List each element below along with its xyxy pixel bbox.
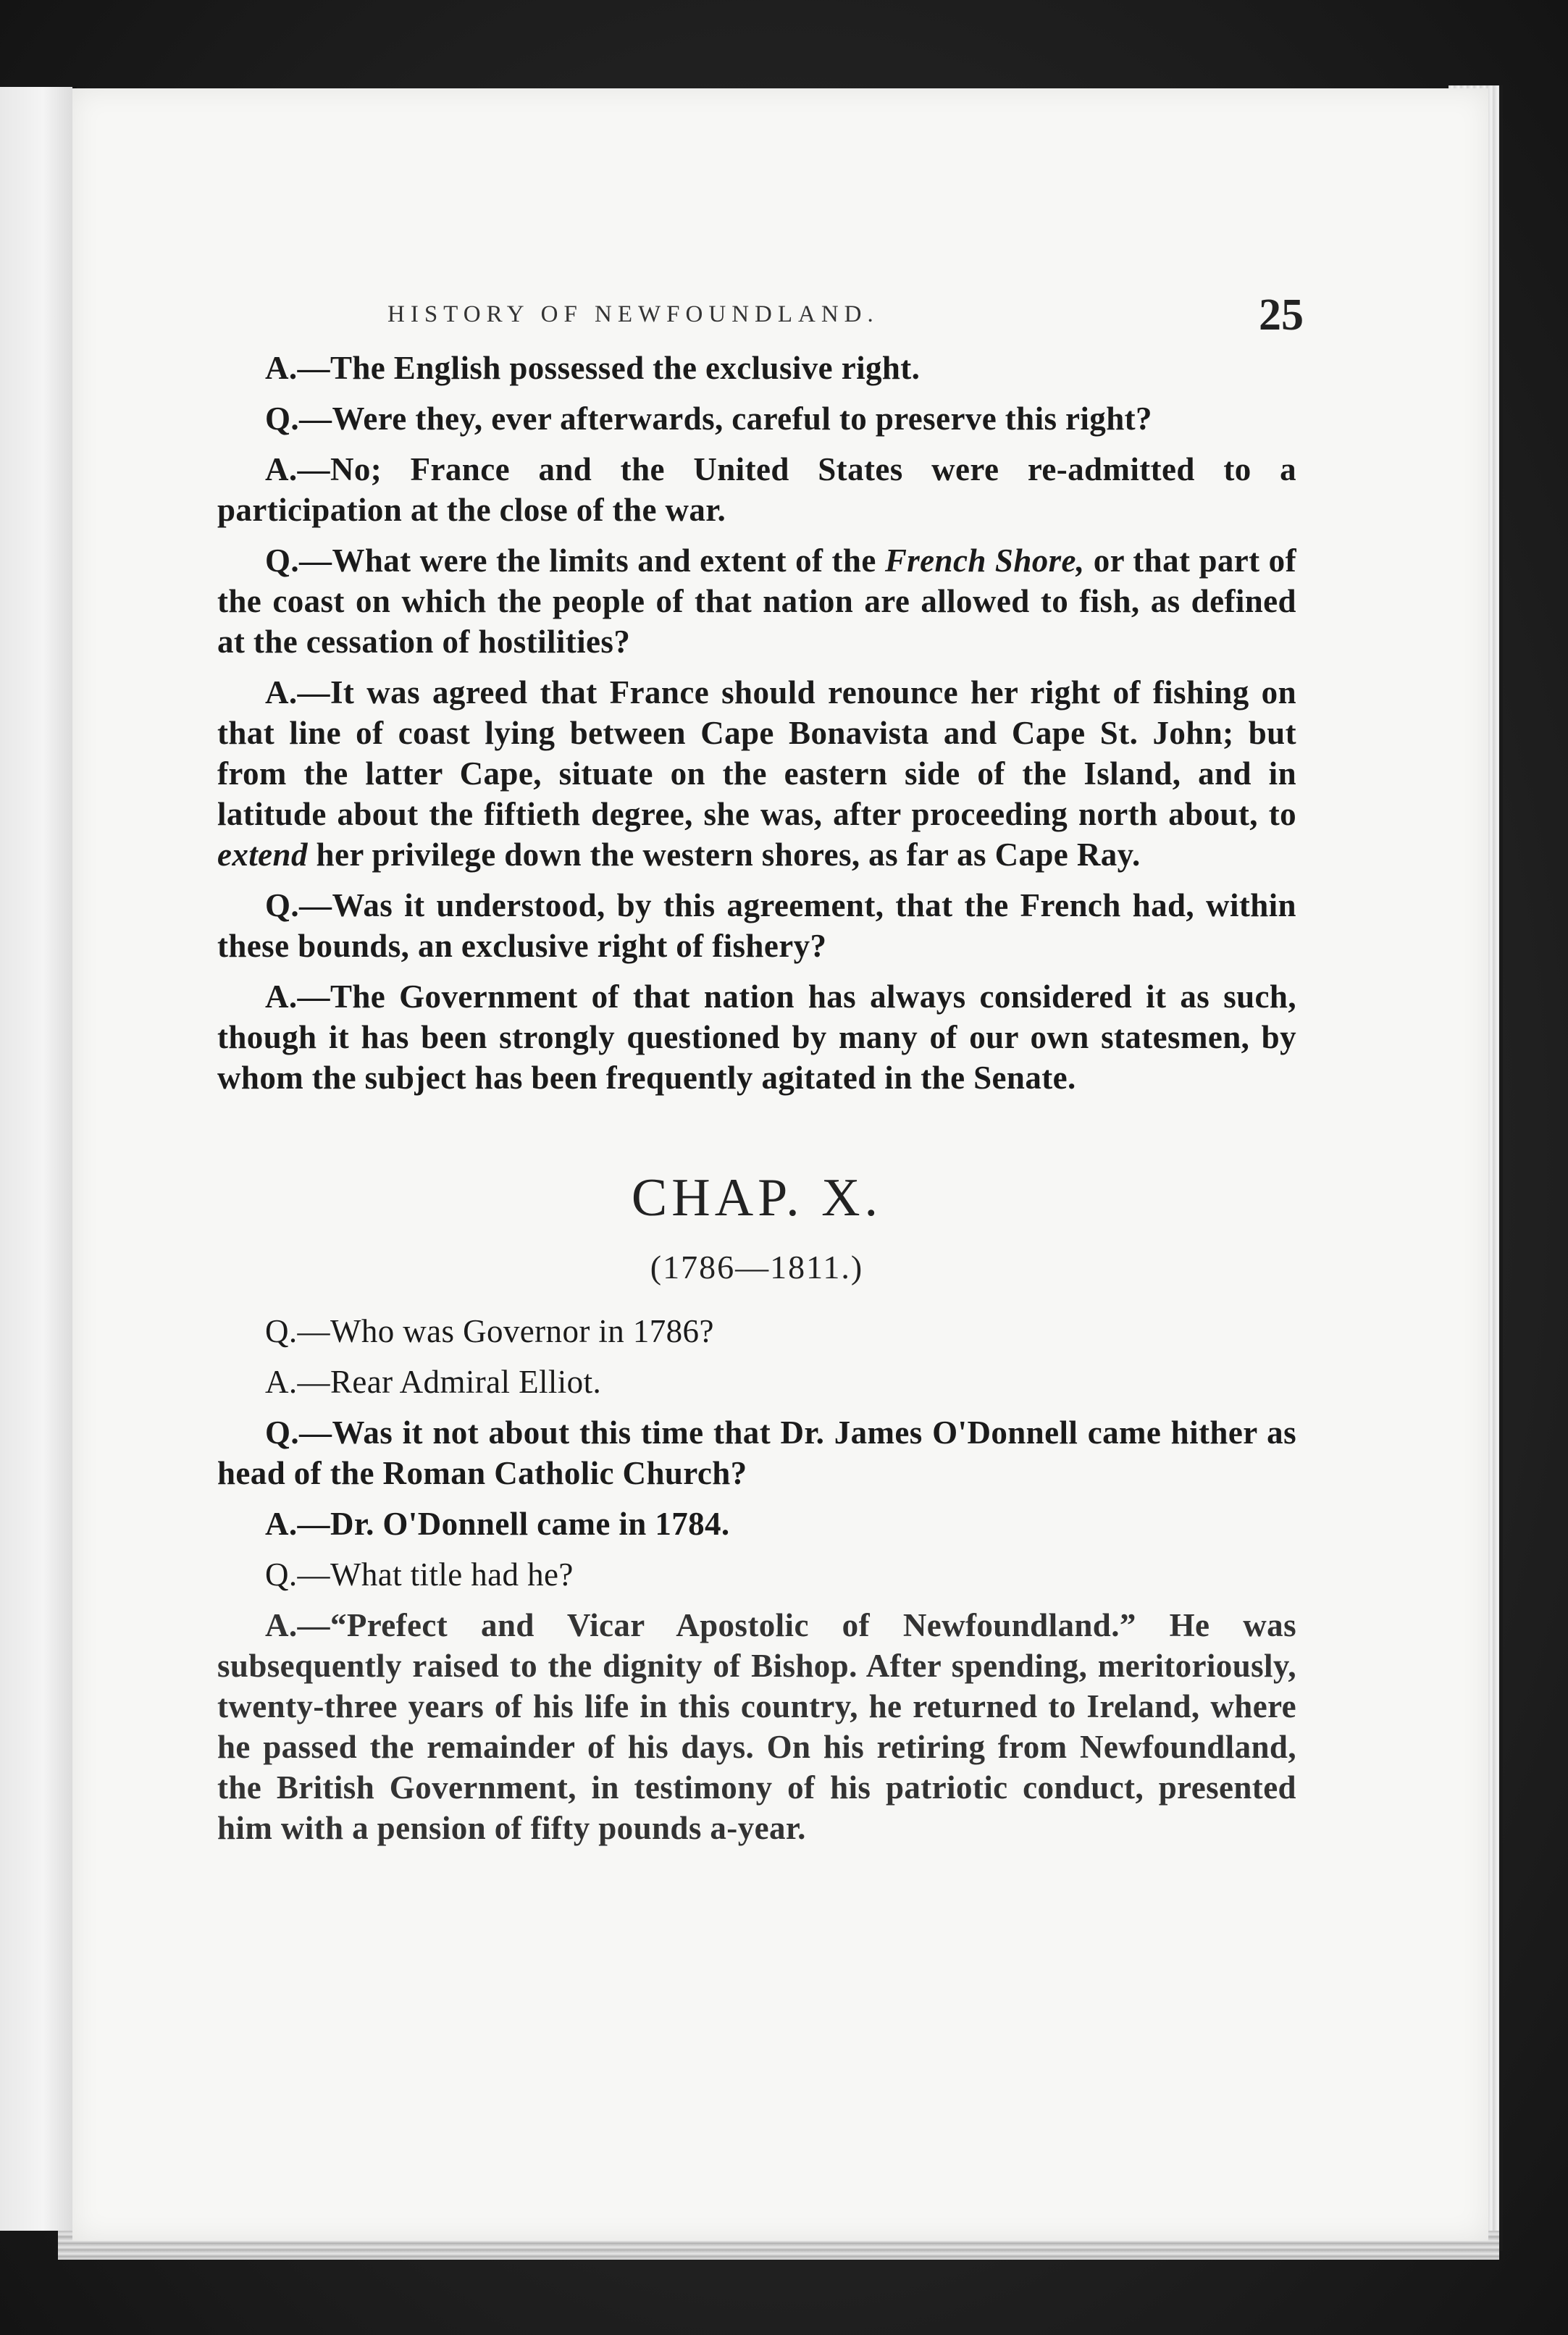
facing-page-edge bbox=[0, 87, 77, 2231]
paragraph-question: Q.—Were they, ever afterwards, careful to preserve this right? bbox=[265, 401, 1152, 437]
paragraph-question: Q.—Was it understood, by this agreement, that the French had, within these bounds, an exclusive right of fishery? bbox=[217, 887, 1296, 964]
paragraph-answer bbox=[217, 672, 1296, 875]
italic-term: extend bbox=[217, 837, 308, 873]
italic-term: French Shore, bbox=[884, 542, 1085, 579]
chapter-title: CHAP. X. bbox=[631, 1168, 883, 1228]
paragraph-text: Q.—What were the limits and extent of the bbox=[265, 542, 885, 579]
chapter-years: (1786—1811.) bbox=[650, 1249, 864, 1286]
paragraph-answer: A.—The English possessed the exclusive right. bbox=[265, 350, 921, 386]
paragraph-answer: A.—Rear Admiral Elliot. bbox=[265, 1364, 602, 1400]
page-content bbox=[217, 290, 1304, 1858]
paragraph-answer: A.—Dr. O'Donnell came in 1784. bbox=[265, 1506, 730, 1542]
paragraph-answer: A.—“Prefect and Vicar Apostolic of Newfoundland.” He was subsequently raised to the dignity of Bishop. After spending, meritoriously, twenty-three years of his life in this country, he returned to Ireland, where he passed the remainder of his days. On his retiring from Newfoundland, the British Government, in testimony of his patriotic conduct, presented him with a pension of fifty pounds a-year. bbox=[217, 1607, 1296, 1846]
paragraph-question: Q.—What title had he? bbox=[265, 1556, 574, 1593]
paragraph-question bbox=[217, 540, 1296, 662]
paragraph-text: her privilege down the western shores, as far as Cape Ray. bbox=[307, 837, 1141, 873]
running-head bbox=[217, 290, 1304, 348]
paragraph-question: Q.—Was it not about this time that Dr. James O'Donnell came hither as head of the Roman Catholic Church? bbox=[217, 1414, 1296, 1491]
paragraph-text: or that part of the coast on which the people of that nation are allowed to fish, as defined at the cessation of hostilities? bbox=[217, 542, 1296, 660]
paragraph-answer: A.—No; France and the United States were re-admitted to a participation at the close of the war. bbox=[217, 451, 1296, 528]
running-title: HISTORY OF NEWFOUNDLAND. bbox=[387, 301, 879, 327]
page-number: 25 bbox=[1259, 290, 1304, 340]
paragraph-text: A.—It was agreed that France should renounce her right of fishing on that line of coast lying between Cape Bonavista and Cape St. John; but from the latter Cape, situate on the eastern side of the Island, and in latitude about the fiftieth degree, she was, after proceeding north about, to bbox=[217, 674, 1296, 832]
paragraph-question: Q.—Who was Governor in 1786? bbox=[265, 1313, 714, 1349]
paragraph-answer: A.—The Government of that nation has always considered it as such, though it has been strongly questioned by many of our own statesmen, by whom the subject has been frequently agitated in the Senate. bbox=[217, 978, 1296, 1096]
